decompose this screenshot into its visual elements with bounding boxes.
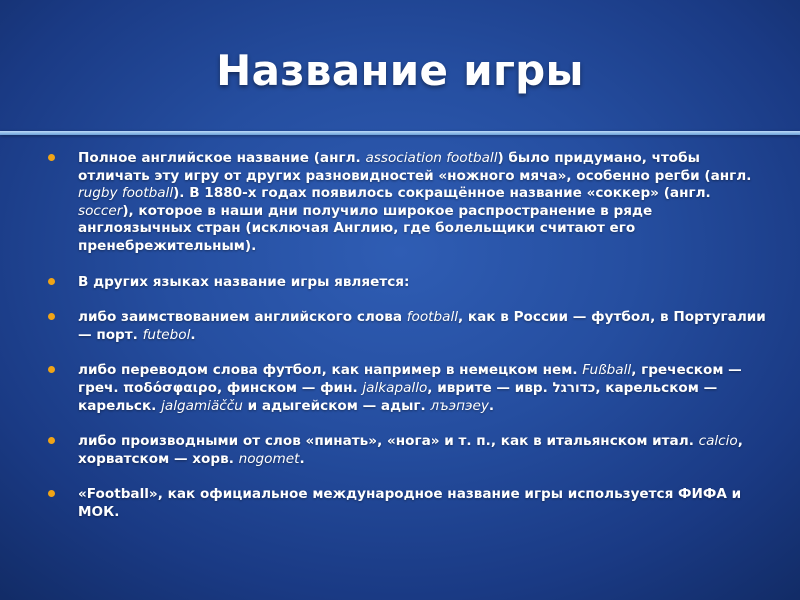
bullet-text: , хорватском — хорв. bbox=[78, 433, 743, 467]
bullet-text: Полное английское название (англ. bbox=[78, 150, 366, 166]
term-italic: jalkapallo bbox=[362, 379, 428, 396]
bullet-text: либо переводом слова футбол, как например в немецком нем. bbox=[78, 362, 583, 379]
term-italic: nogomet bbox=[238, 450, 300, 467]
term-italic: football bbox=[406, 309, 458, 326]
term-italic: calcio bbox=[698, 433, 738, 450]
bullet-item bbox=[48, 486, 768, 521]
bullet-list bbox=[48, 150, 768, 522]
bullet-item bbox=[48, 274, 768, 292]
bullet-dot-icon bbox=[48, 490, 55, 497]
term-italic: rugby football bbox=[78, 185, 174, 202]
bullet-text: «Football», как официальное международное название игры используется ФИФА и МОК. bbox=[78, 486, 742, 520]
term-italic: jalgamiäčču bbox=[161, 397, 243, 414]
bullet-text: ) было придумано, чтобы отличать эту игру от других разновидностей «ножного мяча», особенно регби (англ. bbox=[78, 150, 752, 184]
bullet-text: . bbox=[299, 450, 305, 467]
bullet-item bbox=[48, 362, 768, 415]
slide-title: Название игры bbox=[216, 46, 584, 95]
bullet-text: . bbox=[190, 326, 196, 343]
bullet-dot-icon bbox=[48, 278, 55, 285]
bullet-text: либо производными от слов «пинать», «нога» и т. п., как в итальянском итал. bbox=[78, 433, 699, 450]
bullet-text: ). В 1880-х годах появилось сокращённое название «соккер» (англ. bbox=[173, 185, 711, 202]
bullet-dot-icon bbox=[48, 366, 55, 373]
bullet-text: , иврите — ивр. כדורגל, карельском —карельск. bbox=[78, 379, 718, 414]
bullet-dot-icon bbox=[48, 154, 55, 161]
bullet-item bbox=[48, 309, 768, 344]
term-italic: лъэпэеу bbox=[430, 397, 489, 414]
bullet-dot-icon bbox=[48, 313, 55, 320]
term-italic: Fußball bbox=[582, 362, 632, 379]
bullet-dot-icon bbox=[48, 437, 55, 444]
bullet-item bbox=[48, 433, 768, 468]
bullet-text: либо заимствованием английского слова bbox=[78, 309, 407, 326]
title-divider bbox=[0, 131, 800, 135]
bullet-text: ), которое в наши дни получило широкое распространение в ряде англоязычных стран (исключая Англию, где болельщики считают его пренебрежительным). bbox=[78, 202, 653, 254]
bullet-text: , греческом — греч. ποδόσφαιρο, финском — фин. bbox=[78, 362, 742, 396]
bullet-text: В других языках название игры является: bbox=[78, 273, 410, 290]
bullet-item bbox=[48, 150, 768, 256]
bullet-text: . bbox=[488, 397, 495, 414]
bullet-text: и адыгейском — адыг. bbox=[242, 397, 431, 414]
bullet-text: , как в России — футбол, в Португалии — порт. bbox=[78, 309, 766, 343]
term-italic: futebol bbox=[142, 326, 191, 343]
term-italic: soccer bbox=[78, 202, 123, 219]
term-italic: association football bbox=[365, 150, 498, 166]
